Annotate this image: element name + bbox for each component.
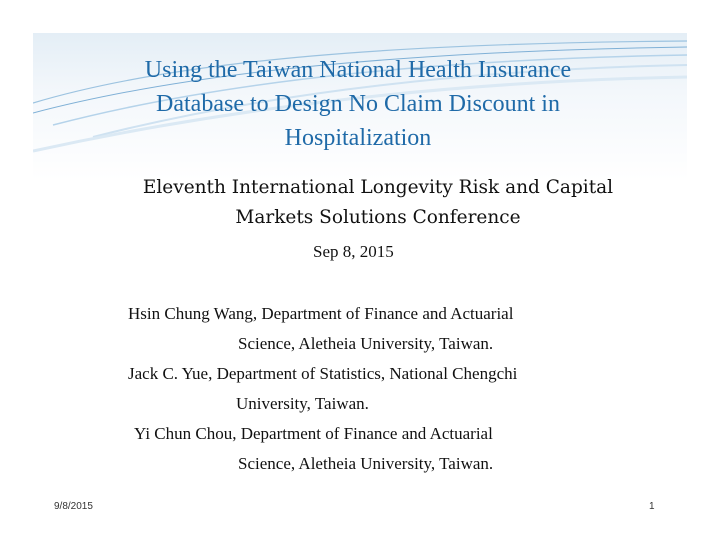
footer-date: 9/8/2015	[54, 501, 93, 512]
author-list	[128, 299, 668, 479]
title-line-2: Database to Design No Claim Discount in	[156, 91, 560, 117]
slide	[33, 33, 687, 523]
page-number: 1	[649, 501, 655, 512]
conference-line-1: Eleventh International Longevity Risk and Capital	[142, 177, 614, 198]
title-line-3: Hospitalization	[284, 125, 432, 151]
author-line: Science, Aletheia University, Taiwan.	[238, 334, 494, 353]
conference-line-2: Markets Solutions Conference	[235, 207, 521, 228]
author-line: Jack C. Yue, Department of Statistics, National Chengchi	[128, 364, 518, 383]
conference-name	[113, 173, 643, 233]
author-line: Hsin Chung Wang, Department of Finance and Actuarial	[128, 304, 514, 323]
author-line: Yi Chun Chou, Department of Finance and Actuarial	[134, 424, 493, 443]
slide-title	[93, 53, 623, 155]
title-line-1: Using the Taiwan National Health Insurance	[144, 57, 572, 83]
author-line: Science, Aletheia University, Taiwan.	[238, 454, 494, 473]
conference-date: Sep 8, 2015	[313, 242, 394, 261]
author-line: University, Taiwan.	[236, 394, 369, 413]
